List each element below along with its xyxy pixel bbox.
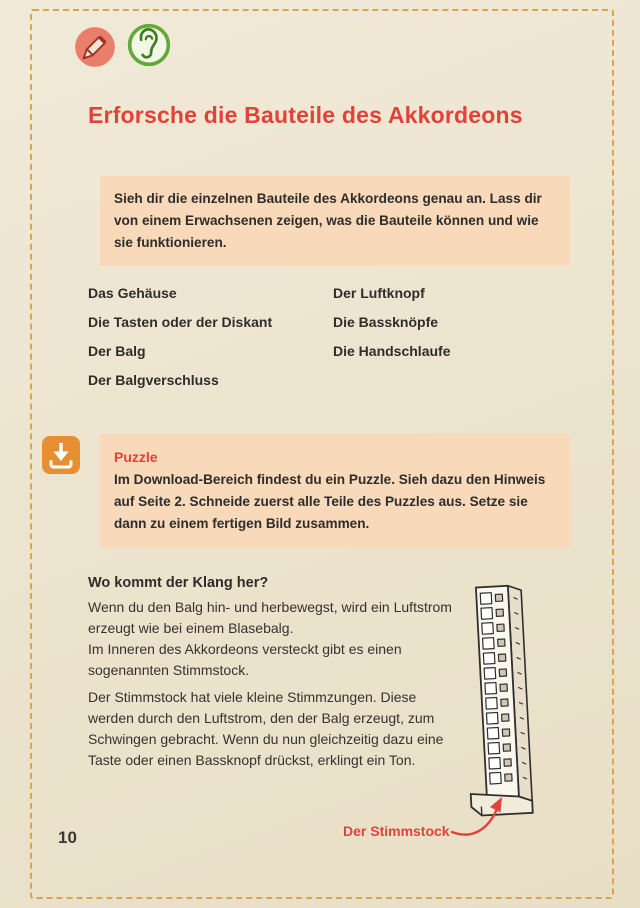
arrow-icon: [450, 792, 510, 840]
intro-text: Sieh dir die einzelnen Bauteile des Akkordeons genau an. Lass dir von einem Erwachsenen zeigen, was die Bauteile können und wie sie funktionieren.: [114, 191, 542, 250]
stimmstock-illustration: [452, 578, 562, 828]
list-item: Die Tasten oder der Diskant: [88, 314, 273, 330]
list-item: Die Bassknöpfe: [333, 314, 439, 330]
intro-box: [100, 176, 570, 266]
sound-paragraph-2: Der Stimmstock hat viele kleine Stimmzungen. Diese werden durch den Luftstrom, den der Balg erzeugt, zum Schwingen gebracht. Wenn du nun gleichzeitig dazu eine Taste oder einen Bassknopf drückst, erklingt ein Ton.: [88, 689, 444, 768]
puzzle-heading: Puzzle: [114, 449, 158, 465]
ear-icon: [126, 22, 172, 68]
sound-section-heading: Wo kommt der Klang her?: [88, 575, 269, 591]
parts-list-right: [333, 285, 533, 372]
list-item: Der Balg: [88, 343, 146, 359]
list-item: Der Balgverschluss: [88, 372, 219, 388]
download-icon: [42, 436, 80, 474]
paragraph-text: Wenn du den Balg hin- und herbewegst, wird ein Luftstrom erzeugt wie bei einem Blasebalg.: [88, 599, 452, 636]
list-item: Der Luftknopf: [333, 285, 425, 301]
paragraph-text: Im Inneren des Akkordeons versteckt gibt es einen sogenannten Stimmstock.: [88, 641, 402, 678]
stimmstock-label: Der Stimmstock: [343, 823, 450, 839]
page-title: Erforsche die Bauteile des Akkordeons: [88, 102, 523, 128]
pencil-icon: [72, 24, 118, 70]
sound-paragraph-1: [88, 597, 460, 681]
puzzle-box: [100, 434, 570, 548]
list-item: Die Handschlaufe: [333, 343, 451, 359]
list-item: Das Gehäuse: [88, 285, 177, 301]
puzzle-text: Im Download-Bereich findest du ein Puzzle. Sieh dazu den Hinweis auf Seite 2. Schneide zuerst alle Teile des Puzzles aus. Setze sie dann zu einem fertigen Bild zusammen.: [114, 472, 546, 531]
parts-list-left: [88, 285, 318, 401]
page-number: 10: [58, 828, 77, 847]
